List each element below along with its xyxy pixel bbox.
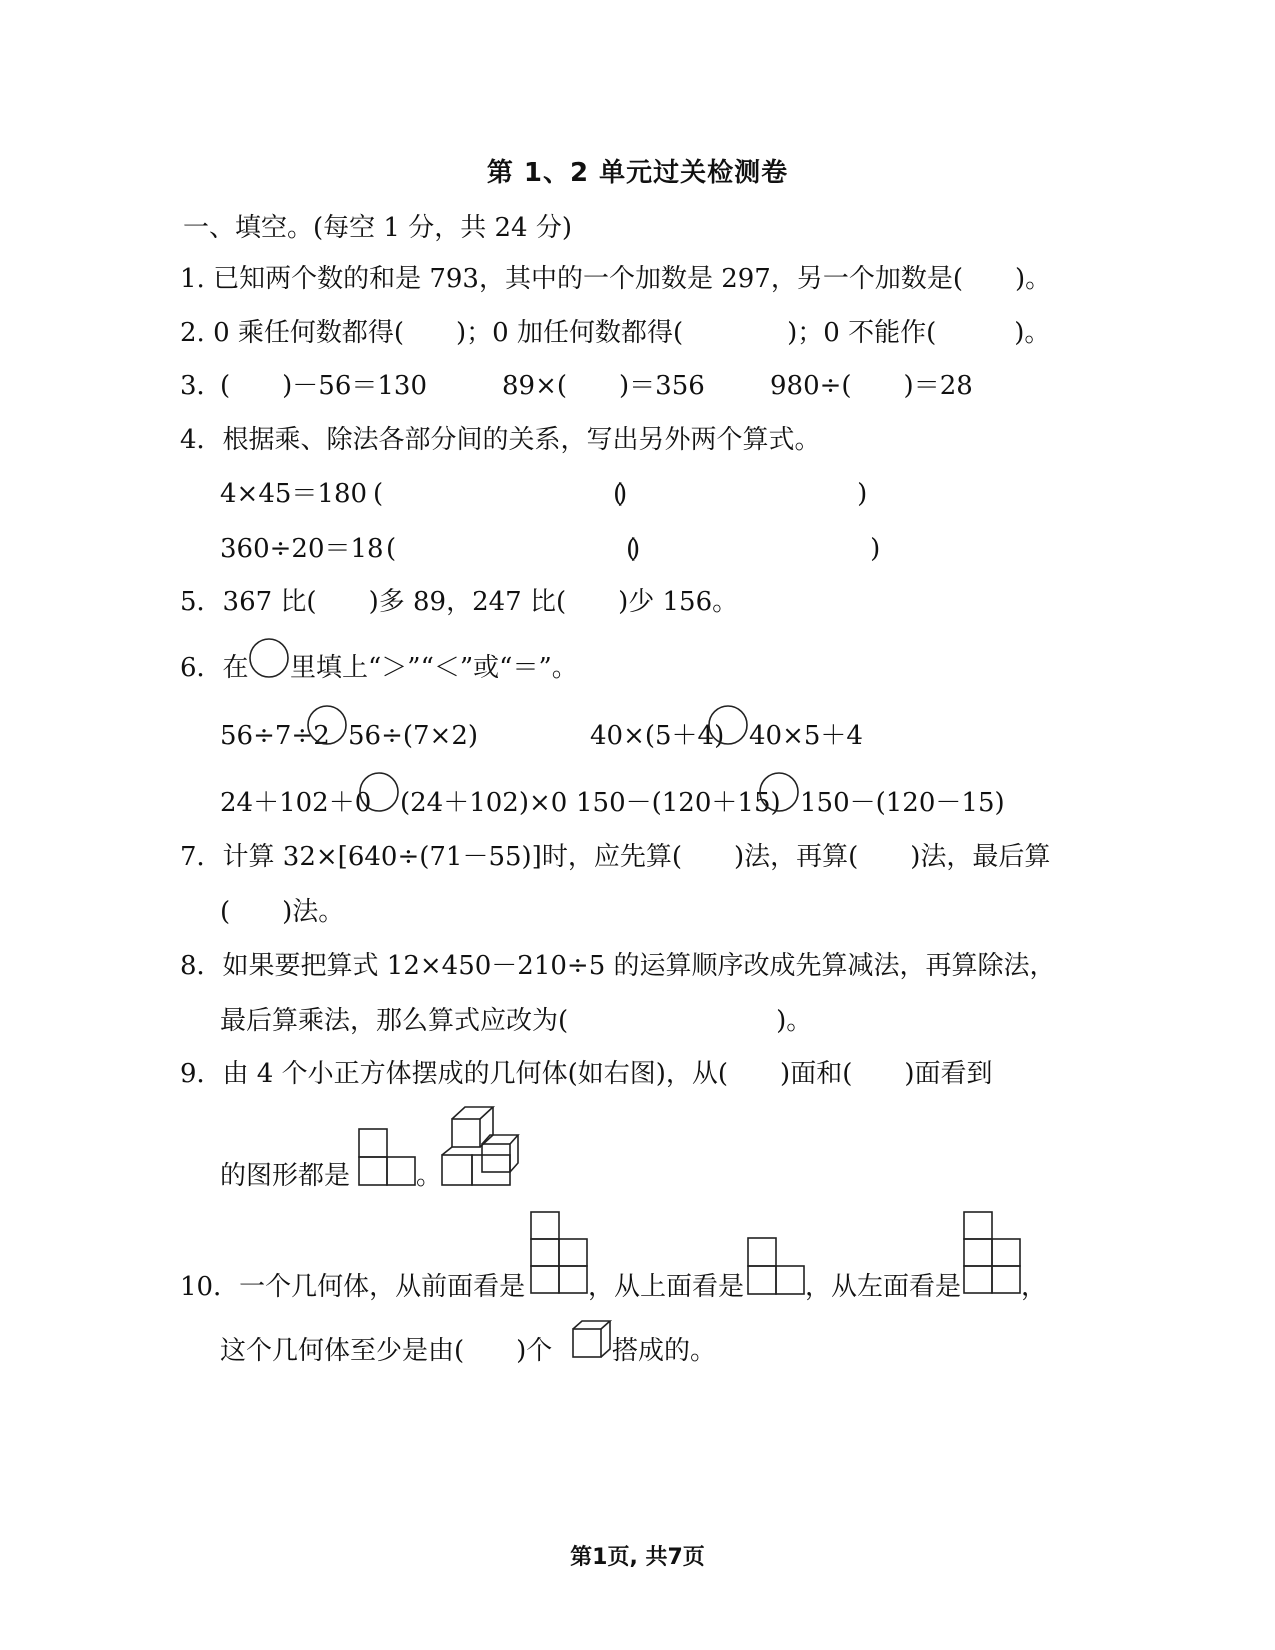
stacked-cubes-icon [440,1105,520,1187]
compare-circle-icon[interactable] [358,771,400,813]
question-6-d-left: 150－(120＋15) [576,788,781,818]
question-6-a-left: 56÷7÷2 [220,721,330,751]
question-10-line2-prefix: 这个几何体至少是由( )个 [220,1336,553,1366]
compare-circle-icon[interactable] [758,771,800,813]
question-9-line2-suffix: 。 [416,1161,443,1191]
question-10-end: ， [1021,1272,1048,1302]
question-4-row2-blank2: ( ) [626,534,881,564]
question-3-item-a: ( )－56＝130 [220,371,427,401]
question-3-item-c: 980÷( )＝28 [770,371,973,401]
three-view-grid-icon [358,1128,416,1186]
compare-circle-icon[interactable] [306,704,348,746]
question-8-line2: 最后算乘法，那么算式应改为( )。 [220,1006,813,1036]
question-6-a-right: 56÷(7×2) [348,721,479,751]
question-4: 4．根据乘、除法各部分间的关系，写出另外两个算式。 [180,425,821,455]
question-2: 2. 0 乘任何数都得( )；0 加任何数都得( )；0 不能作( )。 [180,318,1051,348]
question-10-mid2: ，从左面看是 [805,1272,962,1302]
question-9-line2-prefix: 的图形都是 [220,1161,351,1191]
question-3-item-b: 89×( )＝356 [502,371,705,401]
compare-circle-icon [248,637,290,679]
page-title: 第 1、2 单元过关检测卷 [486,158,789,188]
question-6-b-left: 40×(5＋4) [590,721,725,751]
question-6-d-right: 150－(120－15) [800,788,1005,818]
question-8-line1: 8．如果要把算式 12×450－210÷5 的运算顺序改成先算减法，再算除法， [180,951,1056,981]
three-view-grid-icon [963,1211,1021,1295]
question-6-c-left: 24＋102＋0 [220,788,372,818]
question-6-suffix: 里填上“＞”“＜”或“＝”。 [290,653,578,683]
cube-shape-icon [572,1320,612,1360]
question-6-prefix: 6．在 [180,653,249,683]
question-10-mid1: ，从上面看是 [588,1272,745,1302]
question-6-b-right: 40×5＋4 [749,721,863,751]
question-10-prefix: 10．一个几何体，从前面看是 [180,1272,526,1302]
question-4-row1-blank1: ( ) [373,479,628,509]
question-4-row2-expr: 360÷20＝18 [220,534,384,564]
question-4-row2-blank1: ( ) [386,534,641,564]
three-view-grid-icon [747,1237,805,1295]
question-4-row1-blank2: ( ) [613,479,868,509]
question-1: 1. 已知两个数的和是 793，其中的一个加数是 297，另一个加数是( )。 [180,264,1052,294]
question-4-row1-expr: 4×45＝180 [220,479,368,509]
page-footer: 第1页, 共7页 [570,1545,705,1570]
three-view-grid-icon [530,1211,588,1295]
question-7-line2: ( )法。 [220,897,345,927]
question-7-line1: 7．计算 32×[640÷(71－55)]时，应先算( )法，再算( )法，最后算 [180,842,1051,872]
compare-circle-icon[interactable] [707,704,749,746]
section-heading: 一、填空。(每空 1 分，共 24 分) [183,213,572,243]
question-5: 5．367 比( )多 89，247 比( )少 156。 [180,587,739,617]
question-9-line1: 9．由 4 个小正方体摆成的几何体(如右图)，从( )面和( )面看到 [180,1059,993,1089]
question-10-line2-suffix: 搭成的。 [612,1336,717,1366]
question-6-c-right: (24＋102)×0 [400,788,568,818]
question-3-number: 3． [180,371,223,401]
